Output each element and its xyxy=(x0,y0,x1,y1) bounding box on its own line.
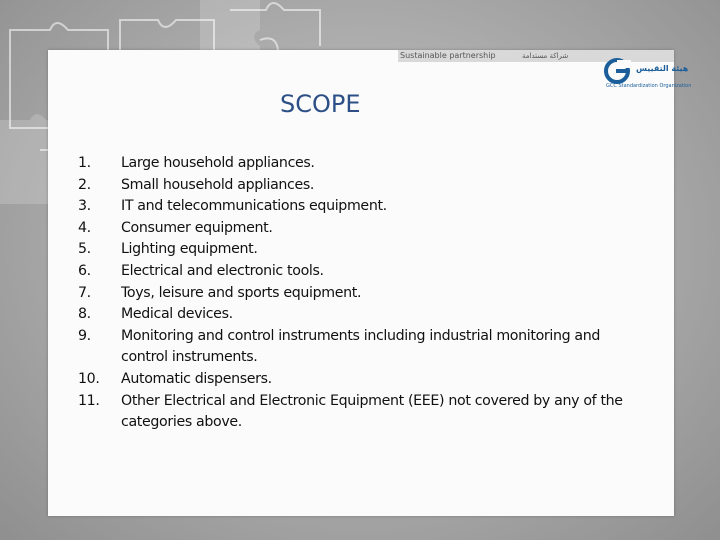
scope-item-number: 9. xyxy=(78,327,91,344)
scope-item xyxy=(78,261,648,283)
scope-item-text: Large household appliances. xyxy=(121,155,315,171)
scope-item xyxy=(78,304,648,326)
scope-item-text: Other Electrical and Electronic Equipment (EEE) not covered by any of the categories above. xyxy=(121,392,623,431)
scope-item xyxy=(78,369,648,391)
scope-item xyxy=(78,283,648,305)
slide-title: SCOPE xyxy=(280,90,361,118)
scope-item-number: 8. xyxy=(78,306,91,323)
scope-item xyxy=(78,326,648,369)
scope-item-text: Toys, leisure and sports equipment. xyxy=(121,284,362,301)
scope-item-number: 5. xyxy=(78,241,91,258)
tagline-english: Sustainable partnership xyxy=(400,51,496,60)
scope-item-number: 2. xyxy=(78,176,91,193)
scope-item xyxy=(78,239,648,261)
scope-item-text: Automatic dispensers. xyxy=(121,370,272,387)
scope-item-number: 3. xyxy=(78,198,91,215)
scope-item-number: 1. xyxy=(78,155,91,171)
logo-name-english: GCC Standardization Organization xyxy=(606,83,692,89)
scope-item-number: 7. xyxy=(78,284,91,301)
scope-item-number: 6. xyxy=(78,262,91,279)
scope-list xyxy=(78,153,648,434)
scope-item xyxy=(78,175,648,197)
tagline-arabic: شراكة مستدامة xyxy=(522,52,569,60)
scope-item-number: 10. xyxy=(78,370,100,387)
scope-item xyxy=(78,218,648,240)
scope-item-text: Small household appliances. xyxy=(121,176,315,193)
scope-item-text: Lighting equipment. xyxy=(121,241,258,258)
gso-logo-icon xyxy=(604,58,634,84)
scope-item-number: 11. xyxy=(78,392,100,409)
scope-item-text: Monitoring and control instruments including industrial monitoring and control instruments. xyxy=(121,327,601,366)
scope-item xyxy=(78,391,648,434)
logo-name-arabic: هيئة التقييس xyxy=(636,64,689,73)
scope-item-text: IT and telecommunications equipment. xyxy=(121,198,387,215)
scope-item-text: Electrical and electronic tools. xyxy=(121,262,324,279)
scope-item-number: 4. xyxy=(78,219,91,236)
scope-item xyxy=(78,153,648,175)
scope-item-text: Consumer equipment. xyxy=(121,219,273,236)
scope-item-text: Medical devices. xyxy=(121,306,233,323)
gso-logo xyxy=(604,58,692,92)
scope-item xyxy=(78,196,648,218)
